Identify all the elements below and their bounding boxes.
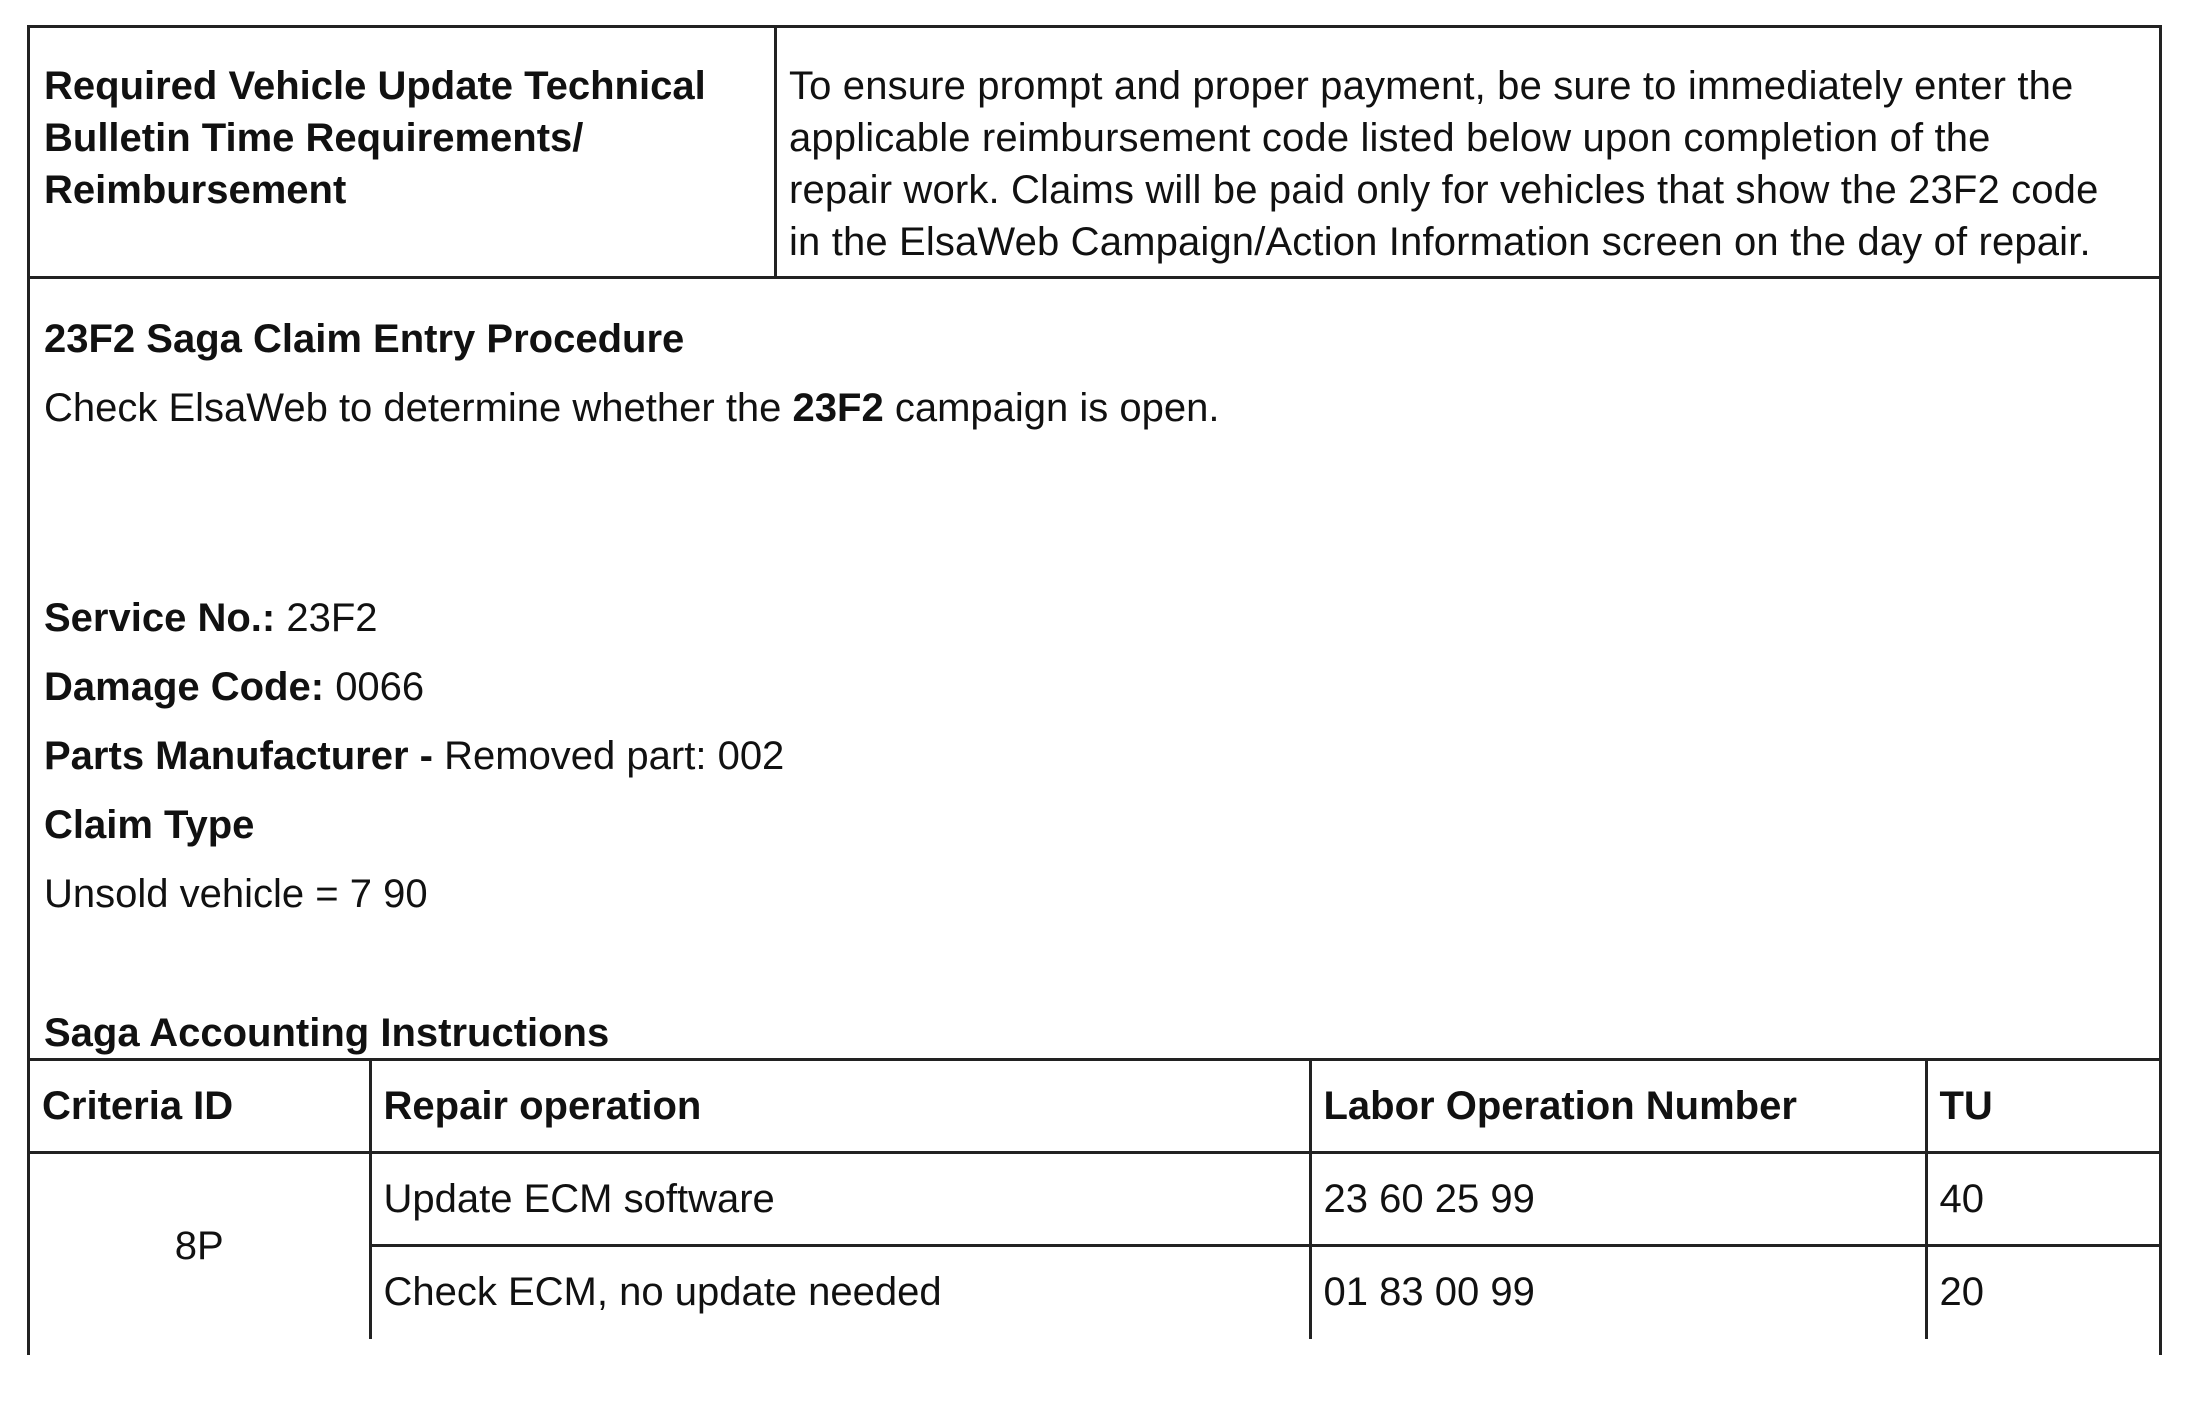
column-header-labor-operation-number: Labor Operation Number [1310, 1060, 1926, 1153]
description-line: applicable reimbursement code listed below upon completion of the [789, 116, 1991, 160]
parts-manufacturer-field [44, 730, 2144, 782]
tu-cell: 20 [1926, 1246, 2159, 1339]
labor-operation-number-cell: 23 60 25 99 [1310, 1153, 1926, 1246]
damage-code-label: Damage Code: [44, 665, 325, 709]
repair-operation-cell: Check ECM, no update needed [370, 1246, 1310, 1339]
header-row [30, 28, 2159, 279]
check-prefix: Check ElsaWeb to determine whether the [44, 386, 782, 430]
title-line: Bulletin Time Requirements/ [44, 116, 584, 160]
service-number-value: 23F2 [286, 596, 378, 640]
description-line: To ensure prompt and proper payment, be sure to immediately enter the [789, 64, 2074, 108]
criteria-id-cell: 8P [30, 1153, 370, 1339]
check-campaign-code: 23F2 [792, 386, 884, 430]
tu-cell: 40 [1926, 1153, 2159, 1246]
check-suffix: campaign is open. [894, 386, 1220, 430]
repair-operation-cell: Update ECM software [370, 1153, 1310, 1246]
service-number-label: Service No.: [44, 596, 276, 640]
bulletin-title [30, 28, 777, 276]
labor-operation-number-cell: 01 83 00 99 [1310, 1246, 1926, 1339]
claim-type-label: Claim Type [44, 803, 255, 847]
column-header-criteria-id: Criteria ID [30, 1060, 370, 1153]
parts-manufacturer-label: Parts Manufacturer - [44, 734, 433, 778]
claim-type-value: Unsold vehicle = 7 90 [44, 872, 428, 916]
description-line: in the ElsaWeb Campaign/Action Information screen on the day of repair. [789, 220, 2091, 264]
column-header-repair-operation: Repair operation [370, 1060, 1310, 1153]
title-line: Reimbursement [44, 168, 347, 212]
table-header-row [30, 1060, 2159, 1153]
table-row [30, 1153, 2159, 1246]
procedure-check-text [44, 382, 2144, 434]
accounting-table [30, 1058, 2159, 1339]
bulletin-description [777, 28, 2159, 276]
title-line: Required Vehicle Update Technical [44, 64, 706, 108]
bulletin-document [27, 25, 2162, 1355]
service-number-field [44, 592, 2144, 644]
column-header-tu: TU [1926, 1060, 2159, 1153]
description-line: repair work. Claims will be paid only for vehicles that show the 23F2 code [789, 168, 2099, 212]
damage-code-value: 0066 [335, 665, 425, 709]
procedure-heading: 23F2 Saga Claim Entry Procedure [44, 317, 685, 361]
damage-code-field [44, 661, 2144, 713]
accounting-heading: Saga Accounting Instructions [44, 1011, 610, 1055]
parts-manufacturer-value: Removed part: 002 [444, 734, 785, 778]
